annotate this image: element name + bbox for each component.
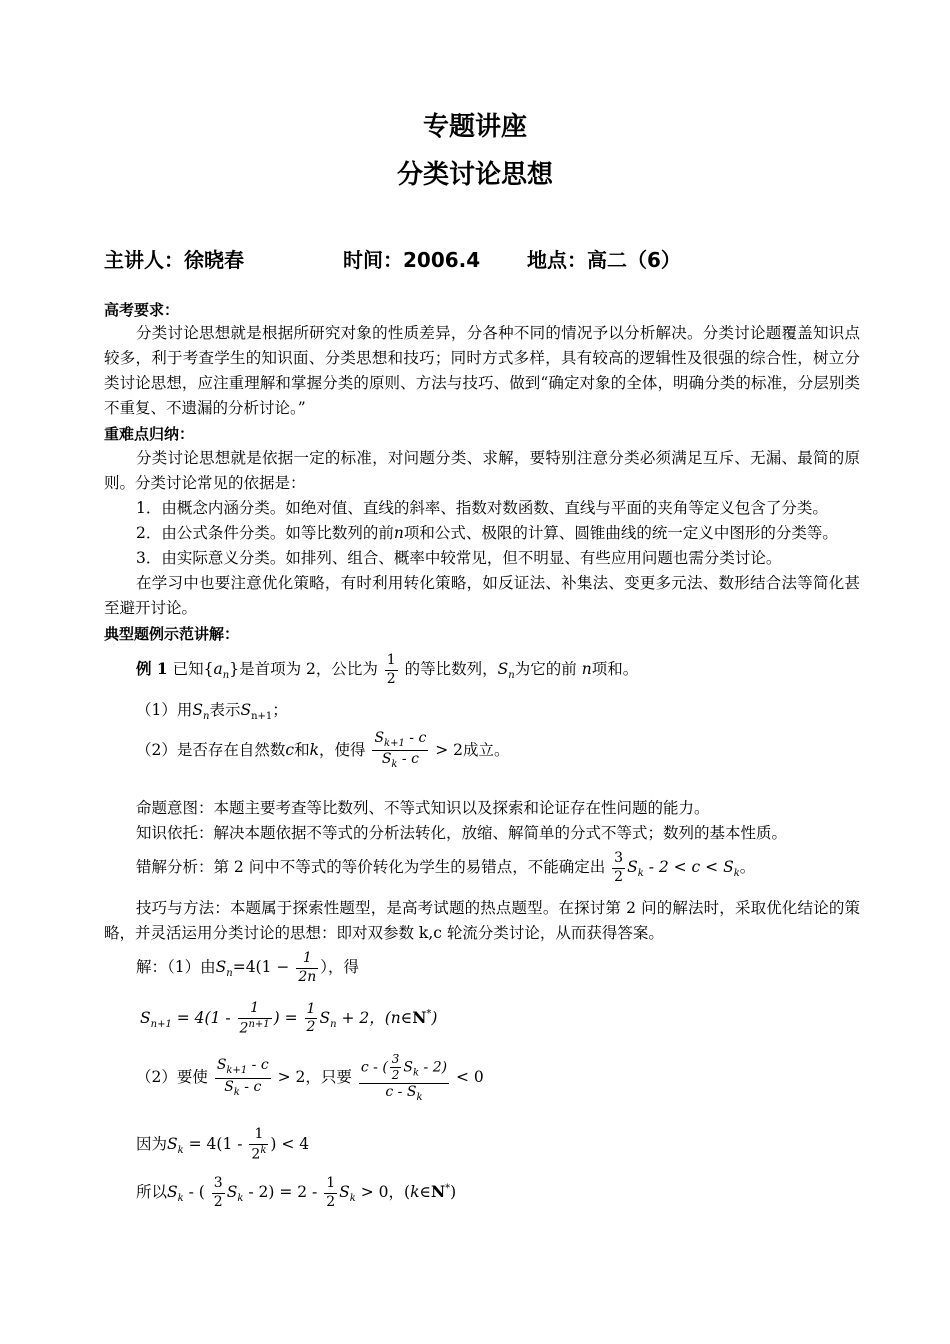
solution-2: （2）要使 $\frac{S_{k+1} - c}{S_k - c}$ > 2，只要 c - ( $\frac{3}{2}$ $S_k - 2$) c - $S_k$ < 0	[136, 1052, 484, 1103]
therefore-line: 所以$S_k$ - ( $\frac{3}{2}$ $S_k - 2) = 2$ - $\frac{1}{2}$ $S_k > 0$，(k∈N*)	[136, 1175, 457, 1210]
solution-1: 解：（1）由$S_n=4(1$ − $\frac{1}{2n}$ ），得	[136, 950, 360, 985]
error-line: 错解分析：第 2 问中不等式的等价转化为学生的易错点，不能确定出 $\frac{3}{2}$ $S_k - 2 < c < S_k$。	[136, 850, 756, 885]
list-item: 1．由概念内涵分类。如绝对值、直线的斜率、指数对数函数、直线与平面的夹角等定义包含了分类。	[136, 499, 828, 517]
key-heading: 重难点归纳：	[104, 425, 195, 443]
key-paragraph: 分类讨论思想就是依据一定的标准，对问题分类、求解，要特别注意分类必须满足互斥、无漏、最简的原则。分类讨论常见的依据是：	[104, 449, 860, 492]
page-subtitle: 分类讨论思想	[396, 160, 553, 190]
question-2: （2）是否存在自然数c和k，使得 $\frac{S_{k+1} - c}{S_k - c}$ > 2成立。	[136, 730, 510, 771]
page-title: 专题讲座	[422, 112, 527, 142]
place: 地点：高二（6）	[527, 248, 681, 272]
req-paragraph: 分类讨论思想就是根据所研究对象的性质差异，分各种不同的情况予以分析解决。分类讨论题覆盖知识点较多，利于考查学生的知识面、分类思想和技巧；同时方式多样，具有较高的逻辑性及很强的综合性，树立分类讨论思想，应注重理解和掌握分类的原则、方法与技巧、做到“确定对象的全体，明确分类的标准，分层别类不重复、不遗漏的分析讨论。”	[104, 324, 860, 417]
example-heading: 典型题例示范讲解：	[104, 625, 240, 643]
equation-1: $S_{n+1} = 4(1$ - $\frac{1}{2^{n+1}}$ ) = $\frac{1}{2}$ $S_n + 2$，(n∈N*)	[140, 1000, 438, 1037]
because-line: 因为$S_k = 4(1$ - $\frac{1}{2^k}$ ) < 4	[136, 1126, 310, 1163]
fraction-half: $\frac{1}{2}$	[386, 652, 396, 687]
speaker: 主讲人：徐晓春	[104, 248, 244, 272]
fraction-rewrite: c - ( $\frac{3}{2}$ $S_k - 2$) c - $S_k$	[360, 1052, 448, 1103]
study-paragraph: 在学习中也要注意优化策略，有时利用转化策略，如反证法、补集法、变更多元法、数形结合法等简化甚至避开讨论。	[104, 574, 860, 617]
time: 时间：2006.4	[343, 248, 481, 272]
question-1: （1）用$S_n$表示$S_{n+1}$；	[136, 701, 288, 723]
fraction-one-over-2n: $\frac{1}{2n}$	[298, 950, 317, 985]
example-statement: 例 1 已知$\{a_n\}$是首项为 2，公比为 $\frac{1}{2}$ 的等比数列，$S_n$为它的前 n项和。	[136, 652, 639, 687]
list-item: 2．由公式条件分类。如等比数列的前n项和公式、极限的计算、圆锥曲线的统一定义中图形的分类等。	[136, 524, 838, 542]
list-item: 3．由实际意义分类。如排列、组合、概率中较常见，但不明显、有些应用问题也需分类讨论。	[136, 549, 782, 567]
method-paragraph: 技巧与方法：本题属于探索性题型，是高考试题的热点题型。在探讨第 2 问的解法时，采取优化结论的策略，并灵活运用分类讨论的思想：即对双参数 k,c 轮流分类讨论，从而获得答案。	[104, 899, 860, 942]
req-heading: 高考要求：	[104, 301, 180, 319]
knowledge-line: 知识依托：解决本题依据不等式的分析法转化，放缩、解简单的分式不等式；数列的基本性质。	[136, 824, 788, 842]
fraction-three-halves: $\frac{3}{2}$	[614, 850, 624, 885]
fraction-condition: $\frac{S_{k+1} - c}{S_k - c}$	[374, 730, 427, 771]
intent-line: 命题意图：本题主要考查等比数列、不等式知识以及探索和论证存在性问题的能力。	[136, 799, 710, 817]
